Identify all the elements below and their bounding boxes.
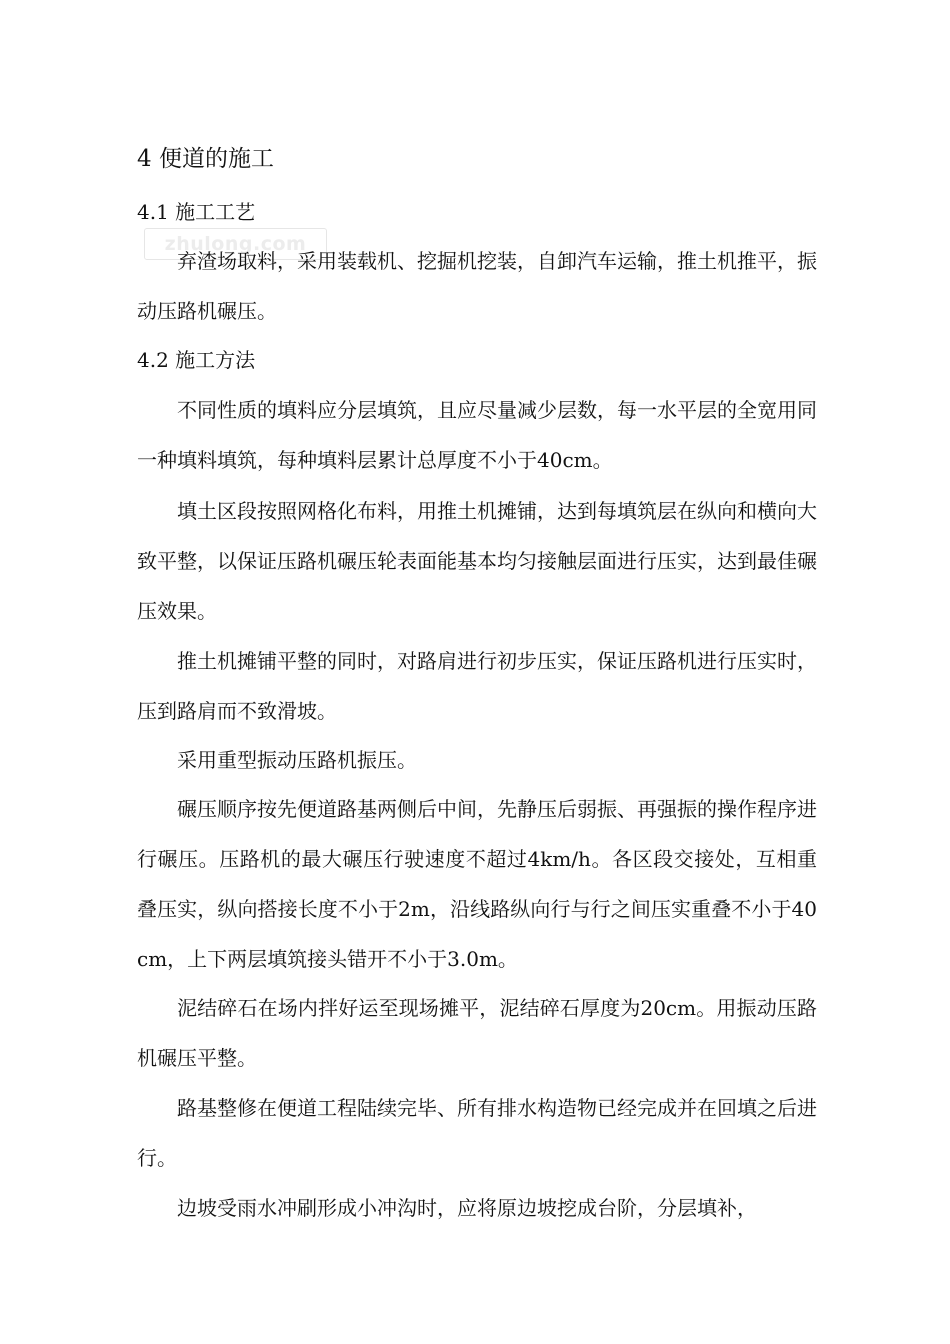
- paragraph-method-3: 推土机摊铺平整的同时，对路肩进行初步压实，保证压路机进行压实时，压到路肩而不致滑坡。: [137, 649, 817, 723]
- watermark-logo: zhulong.com: [144, 228, 327, 260]
- paragraph-method-8: 边坡受雨水冲刷形成小冲沟时，应将原边坡挖成台阶，分层填补，: [177, 1196, 757, 1220]
- subsection-title-process: 4.1 施工工艺: [137, 200, 256, 224]
- paragraph-method-4: 采用重型振动压路机振压。: [177, 748, 417, 772]
- subsection-title-method: 4.2 施工方法: [137, 348, 256, 372]
- paragraph-method-1: 不同性质的填料应分层填筑，且应尽量减少层数，每一水平层的全宽用同一种填料填筑，每种填料层累计总厚度不小于40cm。: [137, 398, 817, 472]
- paragraph-method-5: 碾压顺序按先便道路基两侧后中间，先静压后弱振、再强振的操作程序进行碾压。压路机的最大碾压行驶速度不超过4km/h。各区段交接处，互相重叠压实，纵向搭接长度不小于2m，沿线路纵向行与行之间压实重叠不小于40cm，上下两层填筑接头错开不小于3.0m。: [137, 797, 817, 971]
- paragraph-method-6: 泥结碎石在场内拌好运至现场摊平，泥结碎石厚度为20cm。用振动压路机碾压平整。: [137, 996, 817, 1070]
- paragraph-process: 弃渣场取料，采用装载机、挖掘机挖装，自卸汽车运输，推土机推平，振动压路机碾压。: [137, 249, 817, 323]
- paragraph-method-7: 路基整修在便道工程陆续完毕、所有排水构造物已经完成并在回填之后进行。: [137, 1096, 817, 1170]
- section-title: 4 便道的施工: [137, 146, 274, 172]
- paragraph-method-2: 填土区段按照网格化布料，用推土机摊铺，达到每填筑层在纵向和横向大致平整，以保证压路机碾压轮表面能基本均匀接触层面进行压实，达到最佳碾压效果。: [137, 499, 817, 623]
